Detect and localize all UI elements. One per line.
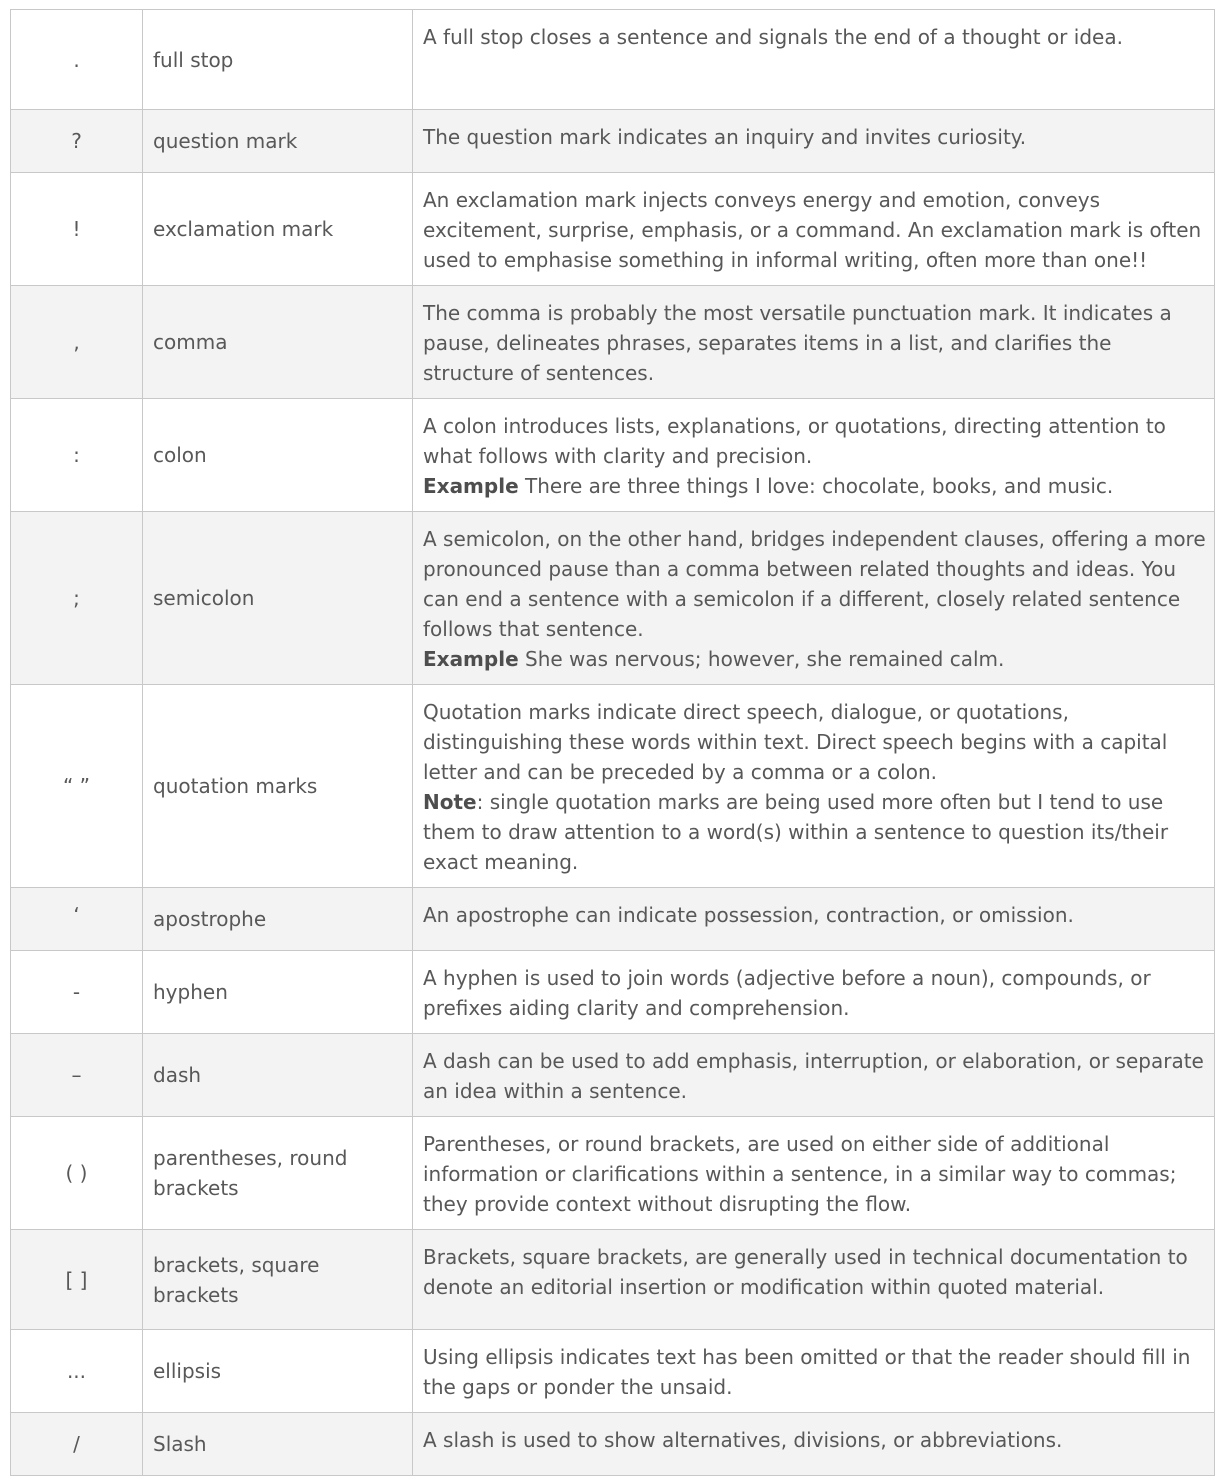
description-text: The question mark indicates an inquiry and invites curiosity. xyxy=(423,125,1027,149)
description-cell xyxy=(413,888,1215,951)
table-row xyxy=(11,685,1215,888)
description-cell xyxy=(413,10,1215,110)
example-line xyxy=(423,471,1208,501)
note-label: Note xyxy=(423,790,477,814)
description-cell xyxy=(413,399,1215,512)
description-text: A dash can be used to add emphasis, interruption, or elaboration, or separate an idea within a sentence. xyxy=(423,1049,1204,1103)
example-text: She was nervous; however, she remained calm. xyxy=(518,647,1005,671)
symbol-cell: [ ] xyxy=(11,1230,143,1330)
name-cell: hyphen xyxy=(143,951,413,1034)
table-row xyxy=(11,1117,1215,1230)
note-line xyxy=(423,787,1208,877)
name-cell: quotation marks xyxy=(143,685,413,888)
description-cell xyxy=(413,1034,1215,1117)
description-text: An exclamation mark injects conveys energy and emotion, conveys excitement, surprise, emphasis, or a command. An exclamation mark is often used to emphasise something in informal writing, often more than one!! xyxy=(423,188,1202,272)
description-text: An apostrophe can indicate possession, contraction, or omission. xyxy=(423,903,1074,927)
description-cell xyxy=(413,1330,1215,1413)
name-cell: brackets, square brackets xyxy=(143,1230,413,1330)
table-row xyxy=(11,1413,1215,1476)
description-text: A slash is used to show alternatives, divisions, or abbreviations. xyxy=(423,1428,1063,1452)
punctuation-table xyxy=(10,9,1215,1476)
table-row xyxy=(11,110,1215,173)
symbol-cell: ‘ xyxy=(11,888,143,951)
symbol-cell: – xyxy=(11,1034,143,1117)
name-cell: question mark xyxy=(143,110,413,173)
name-cell: Slash xyxy=(143,1413,413,1476)
description-cell xyxy=(413,1413,1215,1476)
symbol-cell: ( ) xyxy=(11,1117,143,1230)
note-text: : single quotation marks are being used more often but I tend to use them to draw attention to a word(s) within a sentence to question its/their exact meaning. xyxy=(423,790,1169,874)
table-row xyxy=(11,951,1215,1034)
name-cell: apostrophe xyxy=(143,888,413,951)
symbol-cell: ... xyxy=(11,1330,143,1413)
table-row xyxy=(11,1330,1215,1413)
name-cell: full stop xyxy=(143,10,413,110)
example-label: Example xyxy=(423,647,519,671)
description-text: A hyphen is used to join words (adjective before a noun), compounds, or prefixes aiding clarity and comprehension. xyxy=(423,966,1151,1020)
description-cell xyxy=(413,685,1215,888)
description-cell xyxy=(413,951,1215,1034)
name-cell: parentheses, round brackets xyxy=(143,1117,413,1230)
description-cell xyxy=(413,1117,1215,1230)
name-cell: semicolon xyxy=(143,512,413,685)
example-text: There are three things I love: chocolate, books, and music. xyxy=(518,474,1114,498)
name-cell: comma xyxy=(143,286,413,399)
description-cell xyxy=(413,512,1215,685)
description-cell xyxy=(413,1230,1215,1330)
description-text: Quotation marks indicate direct speech, dialogue, or quotations, distinguishing these words within text. Direct speech begins with a capital letter and can be preceded by a comma or a colon. xyxy=(423,700,1168,784)
table-row xyxy=(11,173,1215,286)
description-text: The comma is probably the most versatile punctuation mark. It indicates a pause, delineates phrases, separates items in a list, and clarifies the structure of sentences. xyxy=(423,301,1172,385)
symbol-cell: ; xyxy=(11,512,143,685)
description-text: A colon introduces lists, explanations, or quotations, directing attention to what follows with clarity and precision. xyxy=(423,414,1166,468)
description-cell xyxy=(413,286,1215,399)
name-cell: exclamation mark xyxy=(143,173,413,286)
name-cell: ellipsis xyxy=(143,1330,413,1413)
description-text: Brackets, square brackets, are generally used in technical documentation to denote an editorial insertion or modification within quoted material. xyxy=(423,1245,1188,1299)
symbol-cell: / xyxy=(11,1413,143,1476)
example-label: Example xyxy=(423,474,519,498)
symbol-cell: , xyxy=(11,286,143,399)
symbol-cell: . xyxy=(11,10,143,110)
description-cell xyxy=(413,173,1215,286)
symbol-cell: : xyxy=(11,399,143,512)
table-row xyxy=(11,1230,1215,1330)
name-cell: dash xyxy=(143,1034,413,1117)
description-text: Using ellipsis indicates text has been omitted or that the reader should fill in the gaps or ponder the unsaid. xyxy=(423,1345,1191,1399)
symbol-cell: ! xyxy=(11,173,143,286)
table-row xyxy=(11,1034,1215,1117)
description-text: A full stop closes a sentence and signals the end of a thought or idea. xyxy=(423,25,1123,49)
table-row xyxy=(11,10,1215,110)
name-cell: colon xyxy=(143,399,413,512)
table-row xyxy=(11,399,1215,512)
description-text: Parentheses, or round brackets, are used on either side of additional information or clarifications within a sentence, in a similar way to commas; they provide context without disrupting the flow. xyxy=(423,1132,1177,1216)
table-row xyxy=(11,512,1215,685)
symbol-cell: “ ” xyxy=(11,685,143,888)
description-text: A semicolon, on the other hand, bridges independent clauses, offering a more pronounced pause than a comma between related thoughts and ideas. You can end a sentence with a semicolon if a different, closely related sentence follows that sentence. xyxy=(423,527,1206,641)
description-cell xyxy=(413,110,1215,173)
example-line xyxy=(423,644,1208,674)
table-row xyxy=(11,888,1215,951)
symbol-cell: - xyxy=(11,951,143,1034)
table-row xyxy=(11,286,1215,399)
symbol-cell: ? xyxy=(11,110,143,173)
